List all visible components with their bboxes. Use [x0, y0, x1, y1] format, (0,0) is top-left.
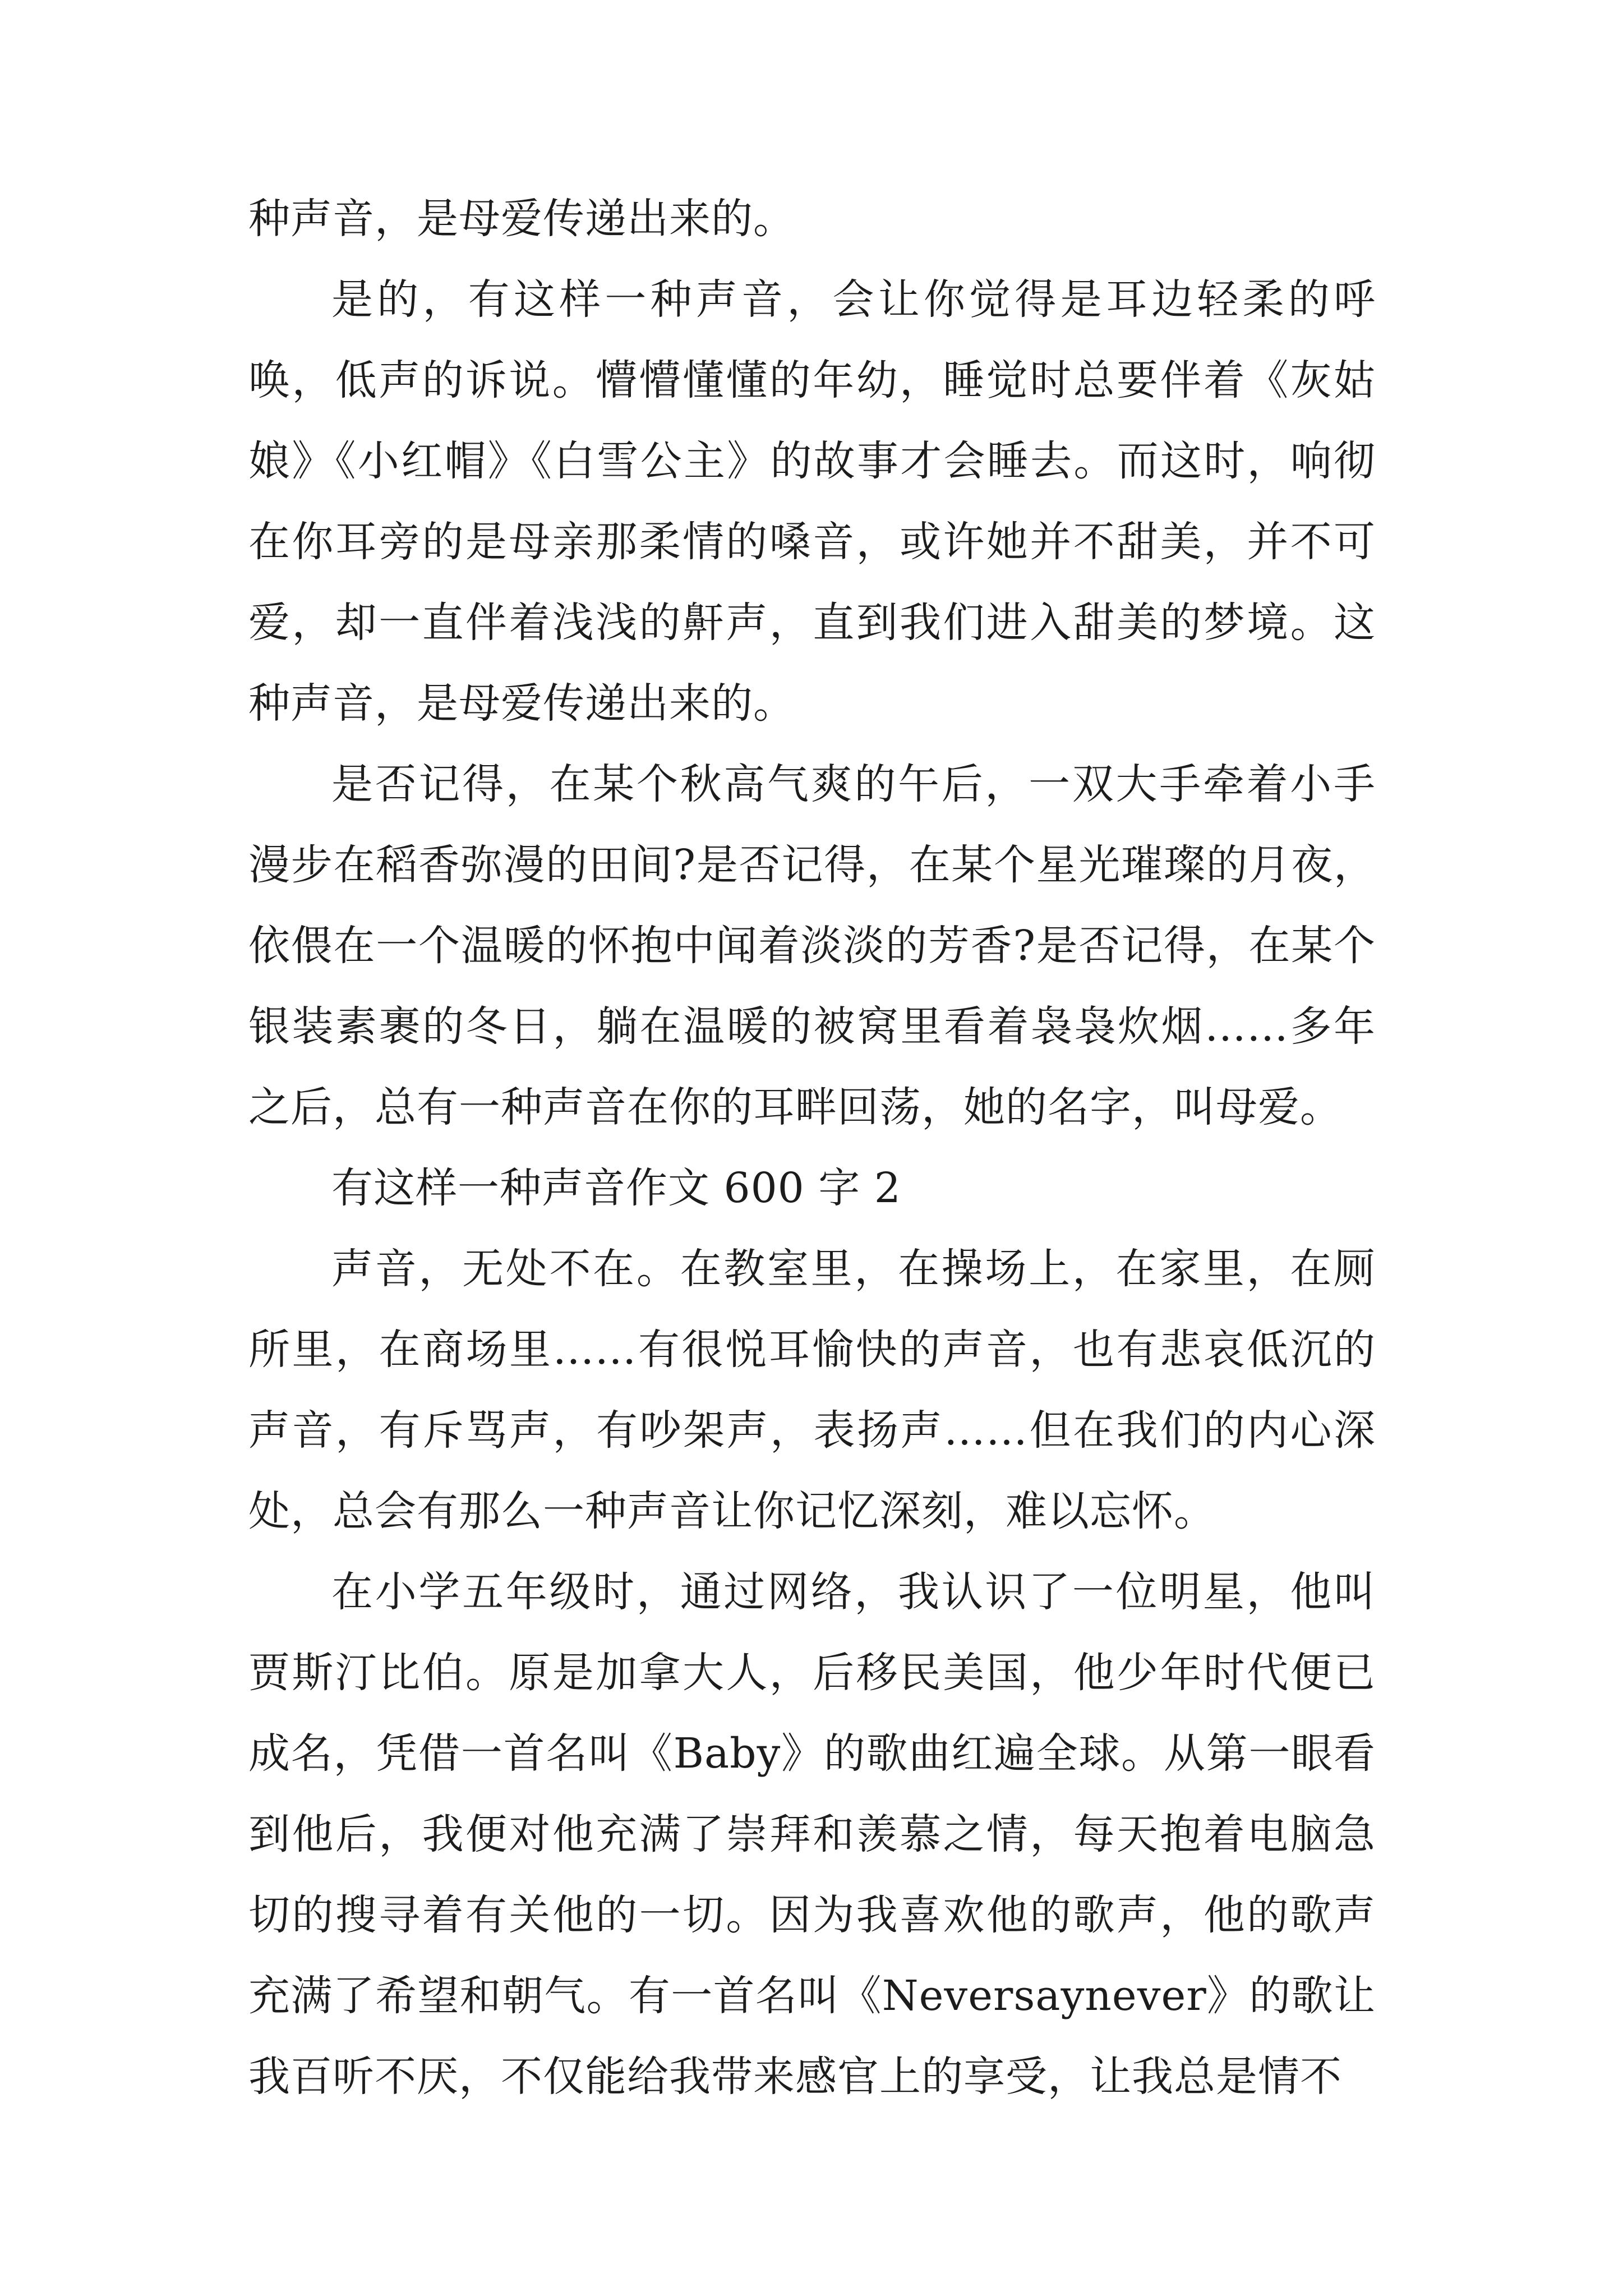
essay-title-2: 有这样一种声音作文 600 字 2	[331, 1164, 901, 1212]
paragraph-mother-voice: 是的，有这样一种声音，会让你觉得是耳边轻柔的呼唤，低声的诉说。懵懵懂懂的年幼，睡觉时总要伴着《灰姑娘》《小红帽》《白雪公主》的故事才会睡去。而这时，响彻在你耳旁的是母亲那柔情的嗓音，或许她并不甜美，并不可爱，却一直伴着浅浅的鼾声，直到我们进入甜美的梦境。这种声音，是母爱传递出来的。	[248, 275, 1376, 728]
paragraph-justin-bieber: 在小学五年级时，通过网络，我认识了一位明星，他叫贾斯汀比伯。原是加拿大人，后移民美国，他少年时代便已成名，凭借一首名叫《Baby》的歌曲红遍全球。从第一眼看到他后，我便对他充满了崇拜和羡慕之情，每天抱着电脑急切的搜寻着有关他的一切。因为我喜欢他的歌声，他的歌声充满了希望和朝气。有一首名叫《Neversaynever》的歌让我百听不厌，不仅能给我带来感官上的享受，让我总是情不	[248, 1568, 1376, 2101]
paragraph-sounds-everywhere: 声音，无处不在。在教室里，在操场上，在家里，在厕所里，在商场里……有很悦耳愉快的声音，也有悲哀低沉的声音，有斥骂声，有吵架声，表扬声……但在我们的内心深处，总会有那么一种声音让你记忆深刻，难以忘怀。	[248, 1245, 1376, 1535]
paragraph-continuation: 种声音，是母爱传递出来的。	[248, 195, 795, 243]
paragraph-memories: 是否记得，在某个秋高气爽的午后，一双大手牵着小手漫步在稻香弥漫的田间?是否记得，在某个星光璀璨的月夜，依偎在一个温暖的怀抱中闻着淡淡的芳香?是否记得，在某个银装素裹的冬日，躺在温暖的被窝里看着袅袅炊烟……多年之后，总有一种声音在你的耳畔回荡，她的名字，叫母爱。	[248, 760, 1376, 1131]
essay-body	[248, 178, 1376, 2117]
